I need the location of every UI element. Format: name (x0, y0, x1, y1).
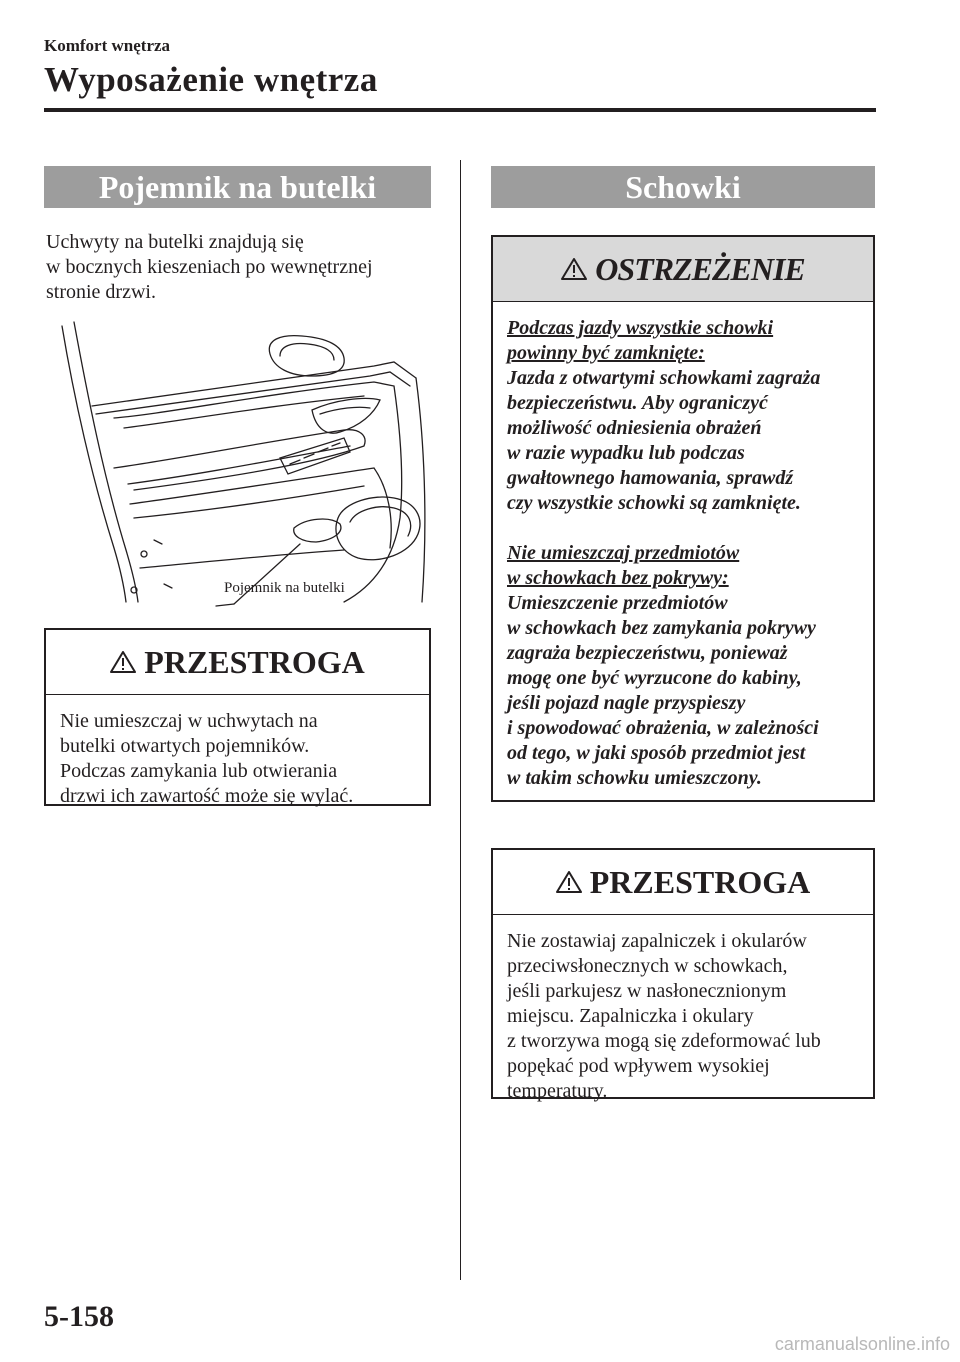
caution-line: jeśli parkujesz w nasłonecznionym (507, 980, 787, 1002)
caution-line: z tworzywa mogą się zdeformować lub (507, 1030, 821, 1052)
intro-line: stronie drzwi. (46, 281, 156, 303)
warning-line: mogę one być wyrzucone do kabiny, (507, 667, 802, 689)
warning-body (493, 302, 873, 801)
caution-line: Podczas zamykania lub otwierania (60, 760, 338, 782)
warning-line: od tego, w jaki sposób przedmiot jest (507, 742, 806, 764)
caution-line: popękać pod wpływem wysokiej (507, 1055, 770, 1077)
caution-header (46, 630, 429, 695)
warning-triangle-icon (561, 257, 587, 281)
door-illustration (44, 318, 432, 608)
warning-line: i spowodować obrażenia, w zależności (507, 717, 819, 739)
warning-line: gwałtownego hamowania, sprawdź (507, 467, 794, 489)
caution-body (46, 695, 429, 819)
warning-line: możliwość odniesienia obrażeń (507, 417, 762, 439)
warning-heading-line: w schowkach bez pokrywy: (507, 567, 729, 589)
warning-line: jeśli pojazd nagle przyspieszy (507, 692, 746, 714)
caution-line: Nie zostawiaj zapalniczek i okularów (507, 930, 807, 952)
caution-label: PRZESTROGA (589, 863, 811, 900)
warning-line: w razie wypadku lub podczas (507, 442, 745, 464)
intro-line: w bocznych kieszeniach po wewnętrznej (46, 256, 373, 278)
caution-box-right (491, 848, 875, 1102)
intro-line: Uchwyty na butelki znajdują się (46, 231, 304, 253)
watermark: carmanualsonline.info (774, 1334, 950, 1354)
warning-line: czy wszystkie schowki są zamknięte. (507, 492, 801, 514)
warning-line: zagraża bezpieczeństwu, ponieważ (507, 642, 788, 664)
warning-line: w takim schowku umieszczony. (507, 767, 762, 789)
page-number: 5-158 (44, 1300, 114, 1333)
caution-line: drzwi ich zawartość może się wylać. (60, 785, 354, 807)
figure-label: Pojemnik na butelki (224, 580, 345, 596)
title-rule (44, 108, 876, 112)
warning-header (493, 237, 873, 302)
warning-triangle-icon (110, 650, 136, 674)
caution-line: przeciwsłonecznych w schowkach, (507, 955, 788, 977)
warning-heading-line: powinny być zamknięte: (507, 342, 705, 364)
warning-label: OSTRZEŻENIE (595, 250, 805, 287)
caution-line: miejscu. Zapalniczka i okulary (507, 1005, 754, 1027)
warning-heading-line: Nie umieszczaj przedmiotów (507, 542, 740, 564)
warning-line: Jazda z otwartymi schowkami zagraża (507, 367, 821, 389)
warning-line: bezpieczeństwu. Aby ograniczyć (507, 392, 768, 414)
caution-line: temperatury. (507, 1080, 608, 1102)
storage-banner: Schowki (491, 166, 875, 208)
caution-line: Nie umieszczaj w uchwytach na (60, 710, 318, 732)
column-divider (460, 160, 461, 1280)
caution-header (493, 850, 873, 915)
section-label: Komfort wnętrza (44, 36, 171, 55)
warning-triangle-icon (556, 870, 582, 894)
warning-heading-line: Podczas jazdy wszystkie schowki (507, 317, 774, 339)
caution-body (493, 915, 873, 1114)
caution-box-left (44, 628, 431, 806)
caution-line: butelki otwartych pojemników. (60, 735, 310, 757)
bottle-holder-banner: Pojemnik na butelki (44, 166, 431, 208)
warning-box (491, 235, 875, 802)
bottle-holder-intro (46, 230, 446, 305)
warning-line: w schowkach bez zamykania pokrywy (507, 617, 816, 639)
page-title: Wyposażenie wnętrza (44, 60, 378, 99)
caution-label: PRZESTROGA (144, 643, 365, 680)
warning-line: Umieszczenie przedmiotów (507, 592, 728, 614)
